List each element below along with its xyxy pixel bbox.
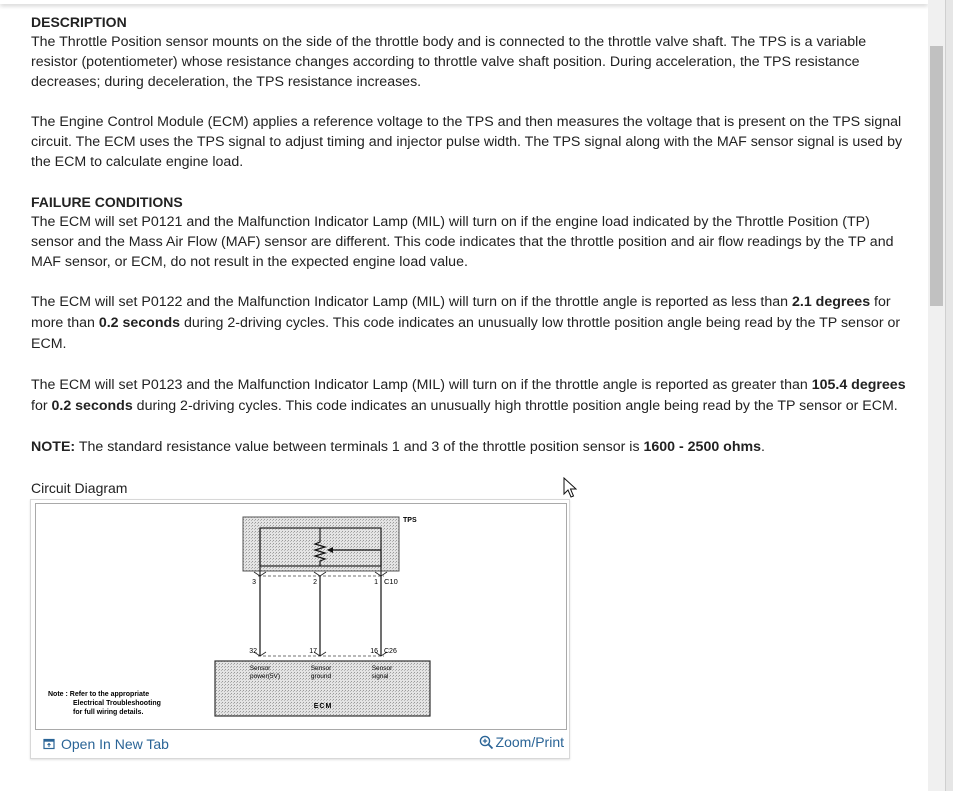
pin-3-label: 3 bbox=[252, 579, 256, 586]
p0123-angle: 105.4 degrees bbox=[811, 377, 906, 393]
p0122-text: The ECM will set P0122 and the Malfunction Indicator Lamp (MIL) will turn on if the throttle angle is reported as less than bbox=[31, 294, 792, 310]
note-text: The standard resistance value between terminals 1 and 3 of the throttle position sensor is bbox=[75, 439, 644, 455]
scrollbar-thumb[interactable] bbox=[930, 46, 943, 306]
tps-sensor-box bbox=[243, 517, 399, 571]
p0122-duration: 0.2 seconds bbox=[98, 315, 181, 331]
circuit-diagram-image[interactable] bbox=[35, 503, 567, 730]
note-resistance-value: 1600 - 2500 ohms bbox=[643, 439, 762, 455]
p0123-text-2: for bbox=[31, 398, 52, 414]
description-paragraph-2: The Engine Control Module (ECM) applies a reference voltage to the TPS and then measures the voltage that is present on the TPS signal circuit. The ECM uses the TPS signal to adjust timing and injector pulse width. The TPS signal along with the MAF sensor signal is used by the ECM to calculate engine load. bbox=[31, 114, 903, 170]
failure-paragraph-2 bbox=[31, 292, 911, 355]
p0122-text-2: for more than bbox=[31, 294, 891, 331]
sensor-ground-label-2: ground bbox=[310, 673, 332, 680]
tps-label: TPS bbox=[403, 517, 417, 524]
failure-paragraph-3 bbox=[31, 375, 911, 417]
open-in-new-tab-label: Open In New Tab bbox=[61, 736, 169, 752]
circuit-diagram-label: Circuit Diagram bbox=[31, 480, 128, 496]
vertical-scrollbar[interactable] bbox=[928, 0, 945, 791]
circuit-diagram-card bbox=[30, 499, 570, 759]
p0123-text: The ECM will set P0123 and the Malfunction Indicator Lamp (MIL) will turn on if the throttle angle is reported as greater than bbox=[31, 377, 812, 393]
top-panel-edge bbox=[0, 0, 928, 4]
diagram-note-line-2: Electrical Troubleshooting bbox=[73, 700, 161, 707]
diagram-note-line-3: for full wiring details. bbox=[73, 709, 144, 716]
circuit-diagram-svg bbox=[36, 504, 566, 729]
article-content bbox=[31, 12, 911, 498]
description-heading: DESCRIPTION bbox=[31, 14, 127, 30]
window-right-edge bbox=[945, 0, 953, 791]
sensor-power-label-2: power(5V) bbox=[250, 673, 280, 680]
failure-heading: FAILURE CONDITIONS bbox=[31, 194, 183, 210]
pin-1-label: 1 bbox=[374, 579, 378, 586]
zoom-print-label: Zoom/Print bbox=[495, 734, 564, 750]
mouse-cursor-icon bbox=[563, 477, 577, 499]
ecm-label: ECM bbox=[313, 703, 333, 710]
p0123-text-3: during 2-driving cycles. This code indicates an unusually high throttle position angle being read by the TP sensor or ECM. bbox=[132, 398, 898, 414]
note-label: NOTE: bbox=[31, 439, 76, 455]
connector-c26-label: C26 bbox=[384, 648, 397, 655]
note-paragraph bbox=[31, 437, 911, 457]
new-tab-icon bbox=[43, 738, 55, 750]
sensor-signal-label-1: Sensor bbox=[371, 665, 393, 672]
open-in-new-tab-link[interactable] bbox=[43, 736, 169, 752]
pin-2-label: 2 bbox=[313, 579, 317, 586]
diagram-footer bbox=[31, 732, 569, 758]
sensor-signal-label-2: signal bbox=[371, 673, 389, 680]
description-paragraph-1: The Throttle Position sensor mounts on the side of the throttle body and is connected to the throttle valve shaft. The TPS is a variable resistor (potentiometer) whose resistance changes according to throttle valve shaft position. During acceleration, the TPS resistance decreases; during deceleration, the TPS resistance increases. bbox=[31, 34, 867, 90]
p0122-angle: 2.1 degrees bbox=[792, 294, 871, 310]
failure-paragraph-1: The ECM will set P0121 and the Malfunction Indicator Lamp (MIL) will turn on if the engine load indicated by the Throttle Position (TP) sensor and the Mass Air Flow (MAF) sensor are different. This code indicates that the throttle position and air flow readings by the TP and MAF sensor, or ECM, do not result in the expected engine load value. bbox=[31, 214, 894, 270]
zoom-print-link[interactable] bbox=[479, 734, 564, 750]
connector-c10-label: C10 bbox=[384, 577, 398, 586]
pin-32-label: 32 bbox=[249, 648, 257, 655]
pin-16-label: 16 bbox=[370, 648, 378, 655]
sensor-ground-label-1: Sensor bbox=[310, 665, 332, 672]
p0122-text-3: during 2-driving cycles. This code indicates an unusually low throttle position angle being read by the TP sensor or ECM. bbox=[31, 315, 901, 352]
note-text-end: . bbox=[761, 439, 765, 455]
diagram-note-line-1: Note : Refer to the appropriate bbox=[48, 691, 150, 698]
sensor-power-label-1: Sensor bbox=[249, 665, 271, 672]
zoom-in-icon bbox=[479, 735, 494, 750]
p0123-duration: 0.2 seconds bbox=[51, 398, 133, 414]
pin-17-label: 17 bbox=[309, 648, 317, 655]
